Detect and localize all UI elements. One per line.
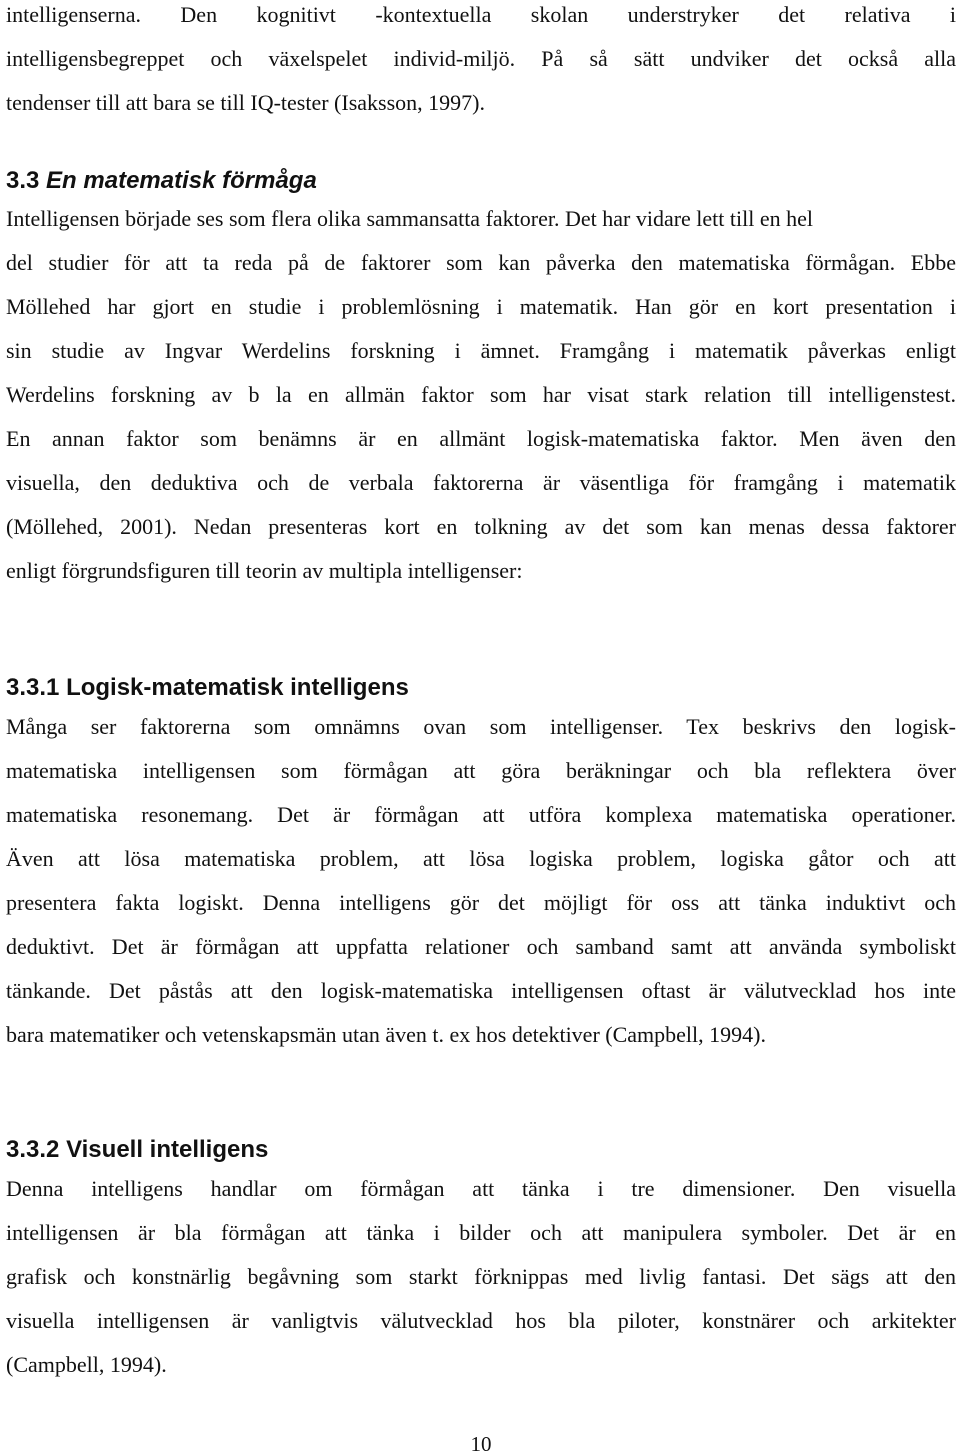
- intro-paragraph: [6, 0, 956, 125]
- section-3-3-1-paragraph: [6, 705, 956, 1057]
- text-line: Intelligensen började ses som flera olika sammansatta faktorer. Det har vidare lett till en hel: [6, 206, 813, 231]
- section-number: 3.3: [6, 167, 40, 194]
- page-number: 10: [470, 1432, 492, 1456]
- document-page: [6, 0, 956, 1456]
- text-line: (Campbell, 1994).: [6, 1352, 167, 1377]
- text-line: Werdelins forskning av b la en allmän faktor som har visat stark relation till intelligenstest.: [6, 382, 956, 407]
- section-title: Visuell intelligens: [66, 1136, 269, 1163]
- section-3-3-2-paragraph: [6, 1167, 956, 1387]
- section-heading-3-3-2: [6, 1135, 268, 1165]
- text-line: presentera fakta logiskt. Denna intelligens gör det möjligt för oss att tänka induktivt och: [6, 890, 956, 915]
- text-line: visuella, den deduktiva och de verbala faktorerna är väsentliga för framgång i matematik: [6, 470, 956, 495]
- text-line: matematiska intelligensen som förmågan att göra beräkningar och bla reflektera över: [6, 758, 956, 783]
- text-line: visuella intelligensen är vanligtvis välutvecklad hos bla piloter, konstnärer och arkitekter: [6, 1308, 956, 1333]
- text-line: enligt förgrundsfiguren till teorin av multipla intelligenser:: [6, 558, 523, 583]
- section-3-3-paragraph: [6, 197, 956, 593]
- text-line: intelligensen är bla förmågan att tänka i bilder och att manipulera symboler. Det är en: [6, 1220, 956, 1245]
- section-number: 3.3.2: [6, 1136, 60, 1163]
- text-line: tendenser till att bara se till IQ-tester (Isaksson, 1997).: [6, 90, 485, 115]
- text-line: intelligensbegreppet och växelspelet individ-miljö. På så sätt undviker det också alla: [6, 46, 956, 71]
- text-line: matematiska resonemang. Det är förmågan att utföra komplexa matematiska operationer.: [6, 802, 956, 827]
- text-line: (Möllehed, 2001). Nedan presenteras kort en tolkning av det som kan menas dessa faktorer: [6, 514, 956, 539]
- text-line: sin studie av Ingvar Werdelins forskning i ämnet. Framgång i matematik påverkas enligt: [6, 338, 956, 363]
- text-line: Många ser faktorerna som omnämns ovan som intelligenser. Tex beskrivs den logisk-: [6, 714, 956, 739]
- section-heading-3-3-1: [6, 673, 409, 703]
- text-line: Denna intelligens handlar om förmågan att tänka i tre dimensioner. Den visuella: [6, 1176, 956, 1201]
- text-line: grafisk och konstnärlig begåvning som starkt förknippas med livlig fantasi. Det sägs att den: [6, 1264, 956, 1289]
- text-line: tänkande. Det påstås att den logisk-matematiska intelligensen oftast är välutvecklad hos inte: [6, 978, 956, 1003]
- section-heading-3-3: [6, 166, 317, 196]
- text-line: Möllehed har gjort en studie i problemlösning i matematik. Han gör en kort presentation i: [6, 294, 956, 319]
- text-line: Även att lösa matematiska problem, att lösa logiska problem, logiska gåtor och att: [6, 846, 956, 871]
- text-line: En annan faktor som benämns är en allmänt logisk-matematiska faktor. Men även den: [6, 426, 956, 451]
- section-title: Logisk-matematisk intelligens: [66, 674, 409, 701]
- text-line: del studier för att ta reda på de faktorer som kan påverka den matematiska förmågan. Ebbe: [6, 250, 956, 275]
- text-line: intelligenserna. Den kognitivt -kontextuella skolan understryker det relativa i: [6, 2, 956, 27]
- text-line: deduktivt. Det är förmågan att uppfatta relationer och samband samt att använda symboliskt: [6, 934, 956, 959]
- section-title: En matematisk förmåga: [46, 167, 317, 194]
- text-line: bara matematiker och vetenskapsmän utan även t. ex hos detektiver (Campbell, 1994).: [6, 1022, 766, 1047]
- section-number: 3.3.1: [6, 674, 60, 701]
